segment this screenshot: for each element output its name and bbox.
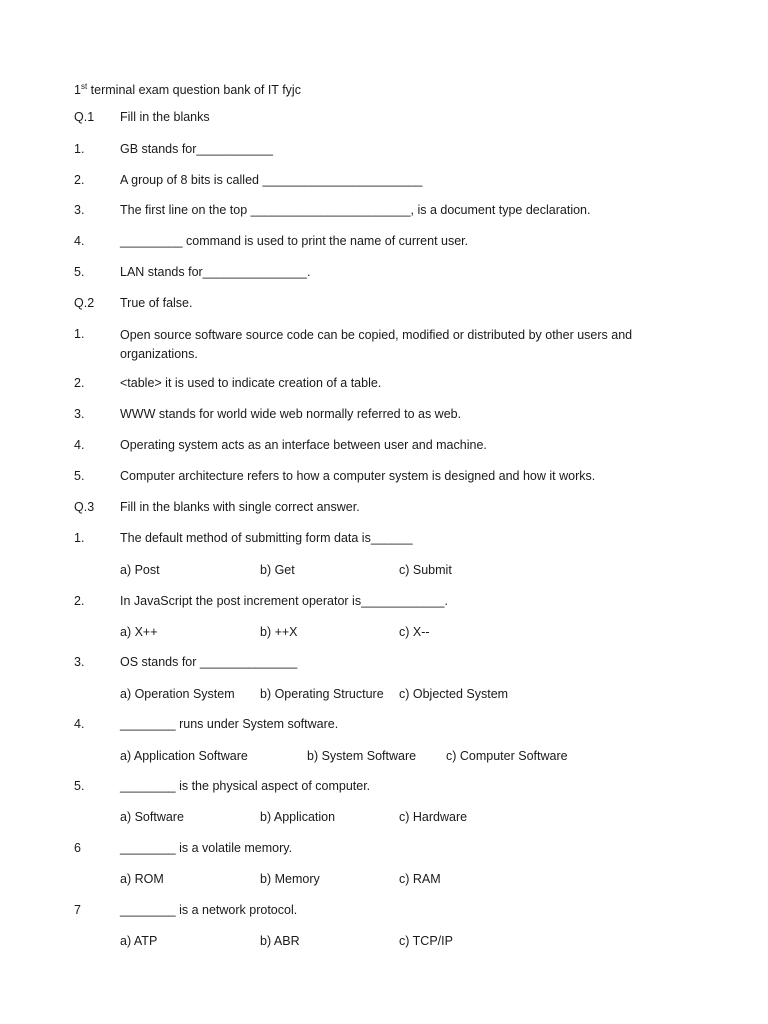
option-a: a) Application Software <box>120 749 248 763</box>
question-number: 5. <box>74 469 85 483</box>
section-label: Q.2 <box>74 296 95 310</box>
question-number: 2. <box>74 376 85 390</box>
question-number: 7 <box>74 903 81 917</box>
question-text: <table> it is used to indicate creation of a table. <box>120 376 382 390</box>
option-a: a) Post <box>120 563 160 577</box>
question-text: LAN stands for_______________. <box>120 265 311 279</box>
option-b: b) ++X <box>260 625 298 639</box>
question-text: OS stands for ______________ <box>120 655 298 669</box>
option-b: b) System Software <box>307 749 417 763</box>
question-text: ________ is a network protocol. <box>120 903 298 917</box>
section-label: Q.1 <box>74 110 95 124</box>
option-a: a) ROM <box>120 872 164 886</box>
section-heading: Fill in the blanks <box>120 110 210 124</box>
option-c: c) RAM <box>399 872 441 886</box>
section-label: Q.3 <box>74 500 95 514</box>
option-c: c) X-- <box>399 625 430 639</box>
question-text: ________ is a volatile memory. <box>120 841 293 855</box>
question-number: 5. <box>74 779 85 793</box>
question-text: _________ command is used to print the name of current user. <box>120 234 469 248</box>
title-superscript: st <box>80 82 88 91</box>
option-a: a) Software <box>120 810 184 824</box>
question-text: Open source software source code can be copied, modified or distributed by other users and organizations. <box>120 328 633 361</box>
option-c: c) Submit <box>399 563 452 577</box>
question-text: ________ is the physical aspect of computer. <box>120 779 371 793</box>
question-number: 1. <box>74 327 85 341</box>
question-text: GB stands for___________ <box>120 142 273 156</box>
question-text: Computer architecture refers to how a computer system is designed and how it works. <box>120 469 596 483</box>
question-number: 2. <box>74 173 85 187</box>
option-a: a) ATP <box>120 934 158 948</box>
question-number: 1. <box>74 531 85 545</box>
option-c: c) Computer Software <box>446 749 568 763</box>
option-b: b) Application <box>260 810 336 824</box>
question-number: 2. <box>74 594 85 608</box>
question-number: 5. <box>74 265 85 279</box>
option-a: a) Operation System <box>120 687 235 701</box>
question-number: 3. <box>74 655 85 669</box>
question-text: A group of 8 bits is called _______________________ <box>120 173 423 187</box>
option-c: c) Objected System <box>399 687 509 701</box>
question-text: The first line on the top _______________________, is a document type declaration. <box>120 203 591 217</box>
section-heading: True of false. <box>120 296 193 310</box>
section-heading: Fill in the blanks with single correct answer. <box>120 500 360 514</box>
option-a: a) X++ <box>120 625 158 639</box>
option-b: b) Get <box>260 563 295 577</box>
question-number: 4. <box>74 234 85 248</box>
question-text: ________ runs under System software. <box>120 717 339 731</box>
question-text: The default method of submitting form data is______ <box>120 531 413 545</box>
option-c: c) TCP/IP <box>399 934 453 948</box>
option-b: b) Operating Structure <box>260 687 384 701</box>
question-text: WWW stands for world wide web normally referred to as web. <box>120 407 462 421</box>
question-number: 3. <box>74 407 85 421</box>
question-number: 6 <box>74 841 81 855</box>
question-number: 4. <box>74 717 85 731</box>
question-number: 4. <box>74 438 85 452</box>
option-b: b) Memory <box>260 872 320 886</box>
question-number: 3. <box>74 203 85 217</box>
option-b: b) ABR <box>260 934 300 948</box>
title-prefix: 1 <box>74 83 81 97</box>
question-number: 1. <box>74 142 85 156</box>
question-text: In JavaScript the post increment operator is____________. <box>120 594 448 608</box>
option-c: c) Hardware <box>399 810 468 824</box>
question-text: Operating system acts as an interface between user and machine. <box>120 438 487 452</box>
title-text: terminal exam question bank of IT fyjc <box>87 83 301 97</box>
